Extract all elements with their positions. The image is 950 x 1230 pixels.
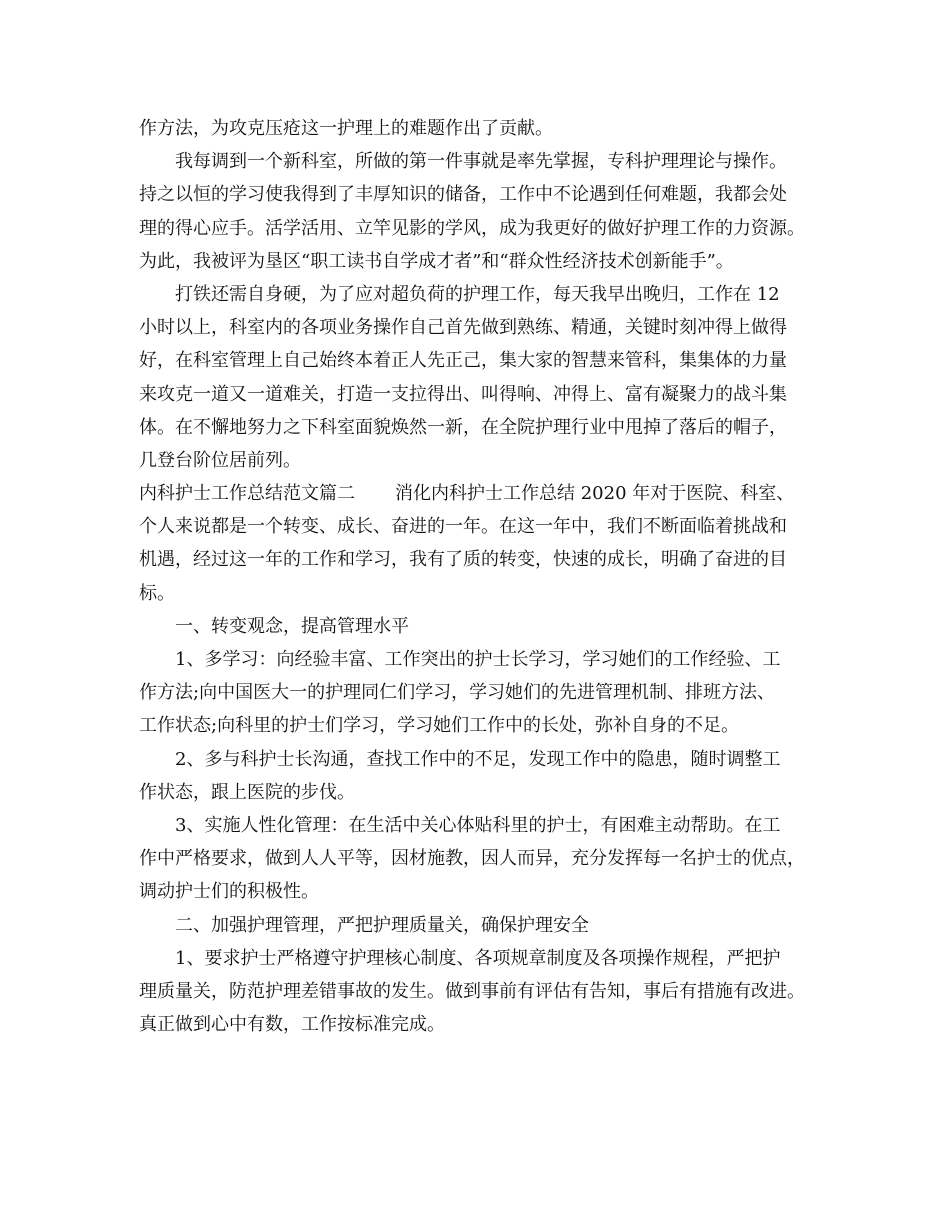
paragraph-line: 几登台阶位居前列。 (139, 449, 301, 471)
paragraph-line: 作方法;向中国医大一的护理同仁们学习，学习她们的先进管理机制、排班方法、 (139, 682, 776, 704)
paragraph-line: 打铁还需自身硬，为了应对超负荷的护理工作，每天我早出晚归，工作在 12 (175, 283, 780, 305)
paragraph-line: 3、实施人性化管理：在生活中关心体贴科里的护士，有困难主动帮助。在工 (175, 814, 781, 836)
document-body (139, 112, 825, 1041)
paragraph-line: 2、多与科护士长沟通，查找工作中的不足，发现工作中的隐患，随时调整工 (175, 748, 781, 770)
paragraph-line: 作方法，为攻克压疮这一护理上的难题作出了贡献。 (139, 118, 553, 139)
paragraph-line: 作状态，跟上医院的步伐。 (139, 781, 355, 803)
paragraph-line: 我每调到一个新科室，所做的第一件事就是率先掌握，专科护理理论与操作。 (175, 151, 787, 173)
paragraph-line: 作中严格要求，做到人人平等，因材施教，因人而异，充分发挥每一名护士的优点， (139, 848, 805, 870)
paragraph-line: 1、多学习：向经验丰富、工作突出的护士长学习，学习她们的工作经验、工 (175, 649, 781, 670)
paragraph-line: 理的得心应手。活学活用、立竿见影的学风，成为我更好的做好护理工作的力资源。 (139, 217, 805, 239)
paragraph-line: 调动护士们的积极性。 (139, 881, 319, 903)
paragraph-line: 真正做到心中有数，工作按标准完成。 (139, 1014, 445, 1036)
paragraph-line: 体。在不懈地努力之下科室面貌焕然一新，在全院护理行业中甩掉了落后的帽子， (139, 416, 787, 438)
subheading-line: 二、加强护理管理，严把护理质量关，确保护理安全 (175, 914, 589, 936)
subheading-line: 一、转变观念，提高管理水平 (175, 615, 409, 637)
section-heading-line (139, 477, 825, 510)
paragraph-line: 好，在科室管理上自己始终本着正人先正己，集大家的智慧来管科，集集体的力量 (139, 350, 787, 372)
section-subtitle: 消化内科护士工作总结 2020 年对于医院、科室、 (395, 483, 795, 505)
paragraph-line: 持之以恒的学习使我得到了丰厚知识的储备，工作中不论遇到任何难题，我都会处 (139, 184, 787, 206)
paragraph-line: 来攻克一道又一道难关，打造一支拉得出、叫得响、冲得上、富有凝聚力的战斗集 (139, 383, 787, 405)
paragraph-line: 1、要求护士严格遵守护理核心制度、各项规章制度及各项操作规程，严把护 (175, 947, 781, 969)
paragraph-line: 小时以上，科室内的各项业务操作自己首先做到熟练、精通，关键时刻冲得上做得 (139, 317, 787, 339)
paragraph-line: 机遇，经过这一年的工作和学习，我有了质的转变，快速的成长，明确了奋进的目 (139, 549, 787, 571)
paragraph-line: 标。 (139, 582, 175, 604)
paragraph-line: 理质量关，防范护理差错事故的发生。做到事前有评估有告知，事后有措施有改进。 (139, 980, 805, 1002)
paragraph-line: 为此，我被评为垦区“职工读书自学成才者”和“群众性经济技术创新能手”。 (139, 250, 734, 272)
paragraph-line: 工作状态;向科里的护士们学习，学习她们工作中的长处，弥补自身的不足。 (139, 715, 740, 737)
paragraph-line: 个人来说都是一个转变、成长、奋进的一年。在这一年中，我们不断面临着挑战和 (139, 516, 787, 538)
section-title: 内科护士工作总结范文篇二 (139, 483, 355, 505)
